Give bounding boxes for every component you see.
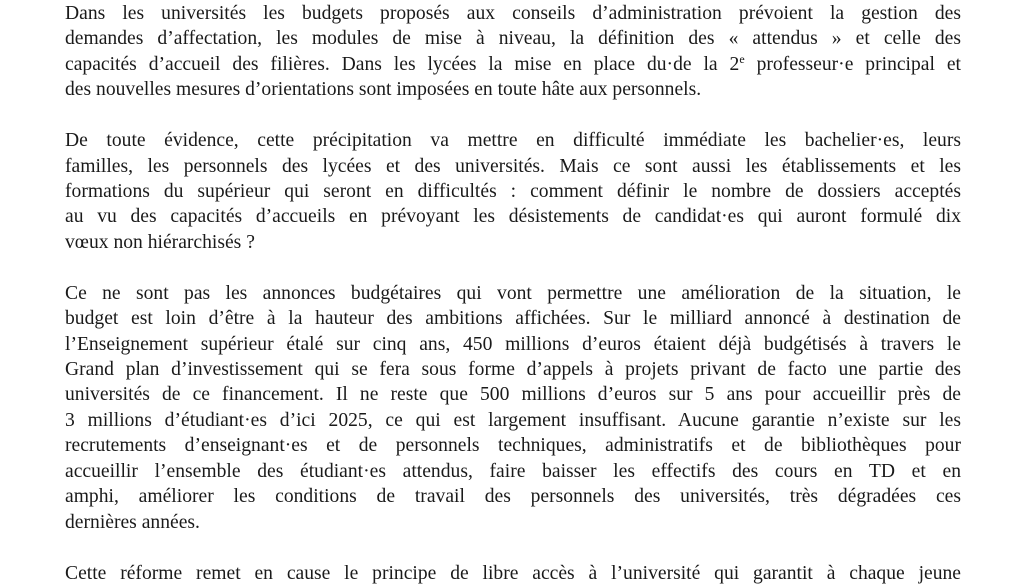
text-line: familles, les personnels des lycées et des universités. Mais ce sont aussi les établissements et les <box>65 155 961 177</box>
text-line: Grand plan d’investissement qui se fera sous forme d’appels à projets privant de facto une partie des <box>65 359 961 381</box>
text-line: des nouvelles mesures d’orientations sont imposées en toute hâte aux personnels. <box>65 79 702 101</box>
document-body <box>65 1 961 585</box>
text-line: universités de ce financement. Il ne reste que 500 millions d’euros sur 5 ans pour accueillir près de <box>65 384 961 406</box>
text-line: 3 millions d’étudiant·es d’ici 2025, ce qui est largement insuffisant. Aucune garantie n’existe sur les <box>65 409 961 431</box>
text-line: vœux non hiérarchisés ? <box>65 231 255 253</box>
text-line: au vu des capacités d’accueils en prévoyant les désistements de candidat·es qui auront formulé dix <box>65 206 961 228</box>
text-line: accueillir l’ensemble des étudiant·es attendus, faire baisser les effectifs des cours en TD et en <box>65 460 961 482</box>
text-line: amphi, améliorer les conditions de travail des personnels des universités, très dégradées ces <box>65 486 961 508</box>
paragraph-1 <box>65 1 961 103</box>
text-line <box>65 52 961 77</box>
superscript: e <box>739 51 745 66</box>
text-line: formations du supérieur qui seront en difficultés : comment définir le nombre de dossiers acceptés <box>65 181 961 203</box>
text-line: Cette réforme remet en cause le principe de libre accès à l’université qui garantit à chaque jeune <box>65 562 961 584</box>
text-line: l’Enseignement supérieur étalé sur cinq ans, 450 millions d’euros étaient déjà budgétisés à travers le <box>65 333 961 355</box>
text-line: De toute évidence, cette précipitation va mettre en difficulté immédiate les bachelier·es, leurs <box>65 130 961 152</box>
text-line: budget est loin d’être à la hauteur des ambitions affichées. Sur le milliard annoncé à destination de <box>65 308 961 330</box>
paragraph-2 <box>65 128 961 255</box>
text-line: demandes d’affectation, les modules de mise à niveau, la définition des « attendus » et celle des <box>65 28 961 50</box>
paragraph-3 <box>65 281 961 535</box>
text-segment: capacités d’accueil des filières. Dans les lycées la mise en place du·de la 2 <box>65 53 740 75</box>
text-segment: professeur·e principal et <box>744 53 961 75</box>
text-line: Dans les universités les budgets proposés aux conseils d’administration prévoient la gestion des <box>65 3 961 24</box>
text-line: Ce ne sont pas les annonces budgétaires qui vont permettre une amélioration de la situation, le <box>65 282 961 304</box>
text-line: dernières années. <box>65 511 200 533</box>
paragraph-4 <box>65 561 961 585</box>
text-line: recrutements d’enseignant·es et de personnels techniques, administratifs et de bibliothèques pour <box>65 435 961 457</box>
